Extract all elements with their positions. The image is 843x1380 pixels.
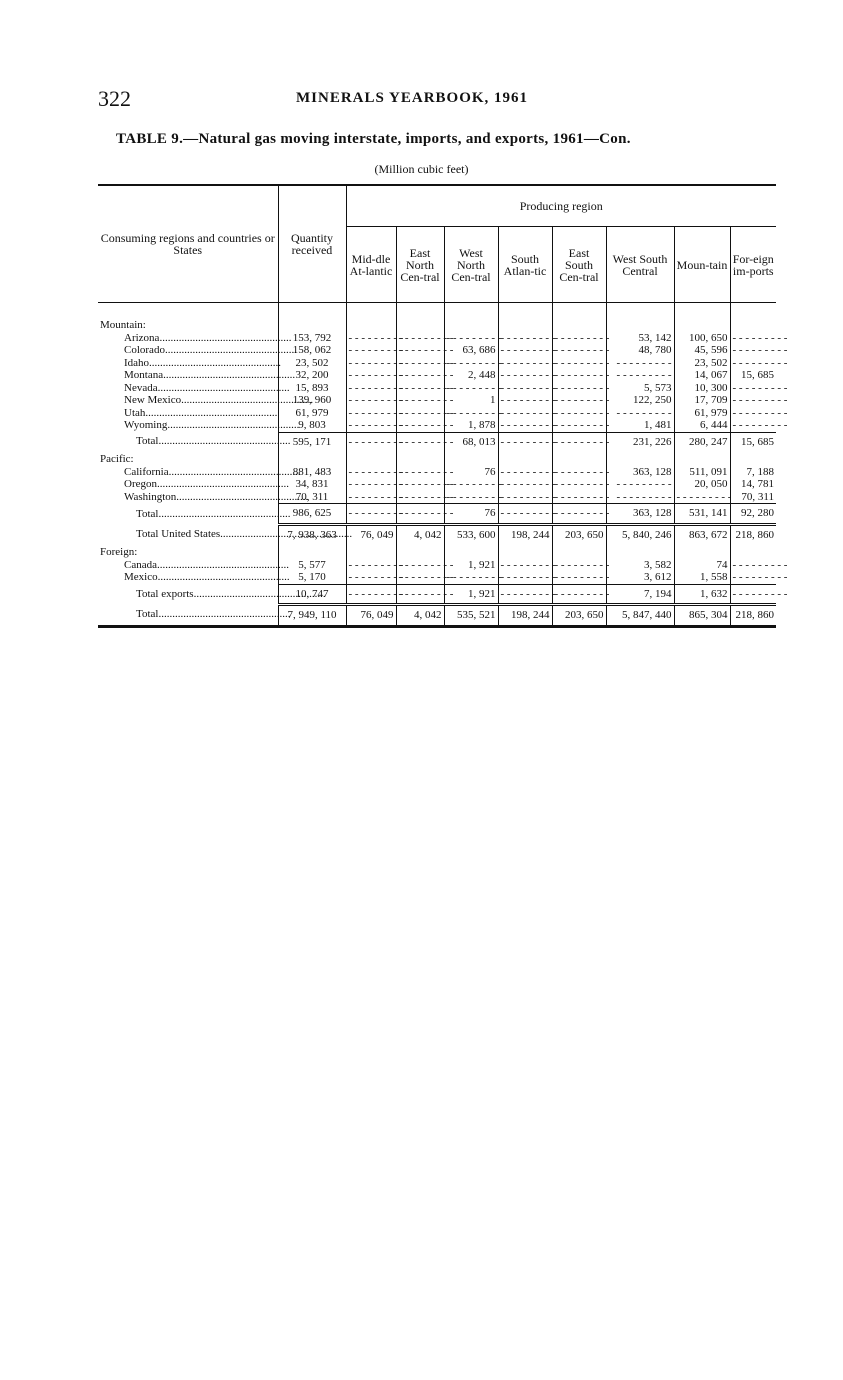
value-cell: - - - - - - - - - — [346, 357, 396, 370]
table-row — [98, 524, 776, 544]
value-cell: 3, 582 — [606, 559, 674, 572]
group-row — [98, 544, 776, 559]
value-cell: - - - - - - - - - — [346, 466, 396, 479]
group-row — [98, 451, 776, 466]
value-cell: - - - - - - - - - — [396, 407, 444, 420]
table-row — [98, 478, 776, 491]
value-cell: 100, 650 — [674, 332, 730, 345]
value-cell: 531, 141 — [674, 504, 730, 525]
value-cell: 2, 448 — [444, 369, 498, 382]
table-row — [98, 559, 776, 572]
value-cell: - - - - - - - - - — [346, 382, 396, 395]
table-row — [98, 584, 776, 605]
value-cell: - - - - - - - - - — [606, 478, 674, 491]
quantity-cell: 153, 792 — [278, 332, 346, 345]
value-cell: - - - - - - - - - — [730, 419, 776, 432]
value-cell: 14, 781 — [730, 478, 776, 491]
quantity-cell: 70, 311 — [278, 491, 346, 504]
value-cell: - - - - - - - - - — [498, 584, 552, 605]
value-cell: - - - - - - - - - — [552, 504, 606, 525]
table-row — [98, 344, 776, 357]
value-cell: 10, 300 — [674, 382, 730, 395]
value-cell: - - - - - - - - - — [396, 559, 444, 572]
value-cell: 63, 686 — [444, 344, 498, 357]
value-cell: 76 — [444, 504, 498, 525]
value-cell: - - - - - - - - - — [730, 407, 776, 420]
quantity-cell: 986, 625 — [278, 504, 346, 525]
row-label: New Mexico ..... — [98, 394, 278, 407]
value-cell: - - - - - - - - - — [444, 491, 498, 504]
value-cell: - - - - - - - - - — [396, 432, 444, 451]
value-cell: - - - - - - - - - — [346, 491, 396, 504]
value-cell: 5, 840, 246 — [606, 524, 674, 544]
header-col-7: For-eign im-ports — [730, 227, 776, 303]
value-cell: - - - - - - - - - — [552, 344, 606, 357]
value-cell: - - - - - - - - - — [346, 559, 396, 572]
row-label: Utah ..... — [98, 407, 278, 420]
quantity-cell: 5, 170 — [278, 571, 346, 584]
value-cell: 70, 311 — [730, 491, 776, 504]
value-cell: - - - - - - - - - — [396, 369, 444, 382]
quantity-cell: 881, 483 — [278, 466, 346, 479]
value-cell: 511, 091 — [674, 466, 730, 479]
value-cell: - - - - - - - - - — [396, 357, 444, 370]
row-label: Canada ..... — [98, 559, 278, 572]
header-col-3: South Atlan-tic — [498, 227, 552, 303]
table-row — [98, 407, 776, 420]
value-cell: - - - - - - - - - — [552, 407, 606, 420]
value-cell: 535, 521 — [444, 605, 498, 627]
value-cell: - - - - - - - - - — [606, 491, 674, 504]
row-label: California ..... — [98, 466, 278, 479]
row-label: Washington ..... — [98, 491, 278, 504]
quantity-cell: 34, 831 — [278, 478, 346, 491]
value-cell: - - - - - - - - - — [346, 344, 396, 357]
value-cell: - - - - - - - - - — [730, 394, 776, 407]
value-cell: - - - - - - - - - — [730, 584, 776, 605]
value-cell: - - - - - - - - - — [552, 571, 606, 584]
value-cell: - - - - - - - - - — [730, 332, 776, 345]
value-cell: 203, 650 — [552, 605, 606, 627]
value-cell: 23, 502 — [674, 357, 730, 370]
quantity-cell: 7, 938, 363 — [278, 524, 346, 544]
header-col-1: East North Cen-tral — [396, 227, 444, 303]
table-row — [98, 571, 776, 584]
table-row — [98, 394, 776, 407]
header-producing: Producing region — [346, 185, 776, 227]
quantity-cell: 5, 577 — [278, 559, 346, 572]
quantity-cell: 15, 893 — [278, 382, 346, 395]
value-cell: 863, 672 — [674, 524, 730, 544]
value-cell: - - - - - - - - - — [346, 332, 396, 345]
value-cell: - - - - - - - - - — [552, 432, 606, 451]
value-cell: - - - - - - - - - — [444, 382, 498, 395]
value-cell: - - - - - - - - - — [498, 432, 552, 451]
value-cell: - - - - - - - - - — [346, 504, 396, 525]
value-cell: - - - - - - - - - — [346, 407, 396, 420]
value-cell: - - - - - - - - - — [606, 357, 674, 370]
quantity-cell: 32, 200 — [278, 369, 346, 382]
value-cell: 231, 226 — [606, 432, 674, 451]
value-cell: 363, 128 — [606, 504, 674, 525]
value-cell: 218, 860 — [730, 605, 776, 627]
value-cell: - - - - - - - - - — [498, 478, 552, 491]
value-cell: - - - - - - - - - — [498, 571, 552, 584]
value-cell: - - - - - - - - - — [552, 357, 606, 370]
value-cell: 4, 042 — [396, 605, 444, 627]
value-cell: - - - - - - - - - — [498, 369, 552, 382]
quantity-cell: 158, 062 — [278, 344, 346, 357]
quantity-cell: 595, 171 — [278, 432, 346, 451]
group-label: Mountain: — [100, 319, 146, 331]
value-cell: 122, 250 — [606, 394, 674, 407]
row-label: Total exports ..... — [98, 584, 278, 605]
value-cell: - - - - - - - - - — [552, 559, 606, 572]
table-row — [98, 419, 776, 432]
value-cell: - - - - - - - - - — [606, 369, 674, 382]
value-cell: - - - - - - - - - — [346, 419, 396, 432]
value-cell: 1, 921 — [444, 584, 498, 605]
header-quantity: Quantity received — [278, 185, 346, 303]
value-cell: 7, 194 — [606, 584, 674, 605]
running-head: MINERALS YEARBOOK, 1961 — [296, 90, 529, 106]
value-cell: 45, 596 — [674, 344, 730, 357]
value-cell: 218, 860 — [730, 524, 776, 544]
header-col-6: Moun-tain — [674, 227, 730, 303]
value-cell: - - - - - - - - - — [396, 571, 444, 584]
value-cell: - - - - - - - - - — [552, 382, 606, 395]
value-cell: 61, 979 — [674, 407, 730, 420]
value-cell: 1 — [444, 394, 498, 407]
value-cell: - - - - - - - - - — [552, 419, 606, 432]
value-cell: 53, 142 — [606, 332, 674, 345]
header-col-4: East South Cen-tral — [552, 227, 606, 303]
row-label: Arizona ..... — [98, 332, 278, 345]
value-cell: - - - - - - - - - — [552, 332, 606, 345]
value-cell: - - - - - - - - - — [674, 491, 730, 504]
value-cell: - - - - - - - - - — [498, 394, 552, 407]
group-label: Foreign: — [100, 546, 138, 558]
value-cell: 6, 444 — [674, 419, 730, 432]
value-cell: 203, 650 — [552, 524, 606, 544]
value-cell: - - - - - - - - - — [730, 559, 776, 572]
value-cell: 1, 558 — [674, 571, 730, 584]
value-cell: - - - - - - - - - — [552, 478, 606, 491]
row-label: Idaho ..... — [98, 357, 278, 370]
quantity-cell: 7, 949, 110 — [278, 605, 346, 627]
value-cell: 3, 612 — [606, 571, 674, 584]
header-col-2: West North Cen-tral — [444, 227, 498, 303]
value-cell: - - - - - - - - - — [498, 466, 552, 479]
value-cell: - - - - - - - - - — [396, 394, 444, 407]
row-label: Total ..... — [98, 432, 278, 451]
table-row — [98, 332, 776, 345]
value-cell: 17, 709 — [674, 394, 730, 407]
value-cell: 68, 013 — [444, 432, 498, 451]
group-label: Pacific: — [100, 453, 134, 465]
row-label: Mexico ..... — [98, 571, 278, 584]
value-cell: - - - - - - - - - — [444, 571, 498, 584]
value-cell: 198, 244 — [498, 605, 552, 627]
value-cell: - - - - - - - - - — [346, 478, 396, 491]
value-cell: - - - - - - - - - — [498, 504, 552, 525]
value-cell: 74 — [674, 559, 730, 572]
value-cell: - - - - - - - - - — [396, 419, 444, 432]
value-cell: 92, 280 — [730, 504, 776, 525]
table-row — [98, 382, 776, 395]
table-row — [98, 491, 776, 504]
value-cell: - - - - - - - - - — [346, 394, 396, 407]
value-cell: 14, 067 — [674, 369, 730, 382]
table-row — [98, 357, 776, 370]
value-cell: - - - - - - - - - — [552, 584, 606, 605]
value-cell: 15, 685 — [730, 369, 776, 382]
value-cell: 15, 685 — [730, 432, 776, 451]
value-cell: 20, 050 — [674, 478, 730, 491]
value-cell: - - - - - - - - - — [498, 332, 552, 345]
value-cell: - - - - - - - - - — [444, 357, 498, 370]
table-title: TABLE 9.—Natural gas moving interstate, imports, and exports, 1961—Con. — [116, 131, 631, 147]
value-cell: - - - - - - - - - — [730, 382, 776, 395]
value-cell: 48, 780 — [606, 344, 674, 357]
value-cell: - - - - - - - - - — [552, 491, 606, 504]
value-cell: - - - - - - - - - — [552, 394, 606, 407]
value-cell: - - - - - - - - - — [498, 419, 552, 432]
table-unit: (Million cubic feet) — [374, 162, 469, 176]
value-cell: - - - - - - - - - — [552, 466, 606, 479]
value-cell: - - - - - - - - - — [396, 478, 444, 491]
table-row — [98, 504, 776, 525]
value-cell: 5, 573 — [606, 382, 674, 395]
value-cell: - - - - - - - - - — [396, 584, 444, 605]
value-cell: 865, 304 — [674, 605, 730, 627]
value-cell: 4, 042 — [396, 524, 444, 544]
quantity-cell: 9, 803 — [278, 419, 346, 432]
value-cell: - - - - - - - - - — [346, 432, 396, 451]
value-cell: - - - - - - - - - — [444, 407, 498, 420]
value-cell: 1, 878 — [444, 419, 498, 432]
table-row — [98, 605, 776, 627]
value-cell: - - - - - - - - - — [396, 382, 444, 395]
value-cell: 76, 049 — [346, 605, 396, 627]
value-cell: - - - - - - - - - — [498, 382, 552, 395]
value-cell: - - - - - - - - - — [396, 504, 444, 525]
row-label: Wyoming ..... — [98, 419, 278, 432]
table-row — [98, 432, 776, 451]
value-cell: 76 — [444, 466, 498, 479]
quantity-cell: 23, 502 — [278, 357, 346, 370]
value-cell: - - - - - - - - - — [498, 491, 552, 504]
value-cell: 76, 049 — [346, 524, 396, 544]
value-cell: - - - - - - - - - — [498, 407, 552, 420]
row-label: Colorado ..... — [98, 344, 278, 357]
quantity-cell: 61, 979 — [278, 407, 346, 420]
value-cell: 1, 481 — [606, 419, 674, 432]
value-cell: 7, 188 — [730, 466, 776, 479]
row-label: Total ..... — [98, 504, 278, 525]
header-consuming: Consuming regions and countries or States — [98, 185, 278, 303]
value-cell: 280, 247 — [674, 432, 730, 451]
value-cell: - - - - - - - - - — [346, 584, 396, 605]
value-cell: - - - - - - - - - — [346, 369, 396, 382]
value-cell: - - - - - - - - - — [606, 407, 674, 420]
value-cell: - - - - - - - - - — [498, 357, 552, 370]
value-cell: - - - - - - - - - — [444, 478, 498, 491]
value-cell: - - - - - - - - - — [730, 571, 776, 584]
table-wrapper — [98, 184, 788, 628]
value-cell: - - - - - - - - - — [498, 344, 552, 357]
value-cell: - - - - - - - - - — [552, 369, 606, 382]
value-cell: - - - - - - - - - — [396, 344, 444, 357]
value-cell: 363, 128 — [606, 466, 674, 479]
row-label: Total United States ..... — [98, 524, 278, 544]
value-cell: 533, 600 — [444, 524, 498, 544]
value-cell: - - - - - - - - - — [396, 466, 444, 479]
row-label: Oregon ..... — [98, 478, 278, 491]
row-label: Nevada ..... — [98, 382, 278, 395]
header-col-5: West South Central — [606, 227, 674, 303]
page-number: 322 — [98, 86, 131, 111]
value-cell: 1, 632 — [674, 584, 730, 605]
quantity-cell: 10, 747 — [278, 584, 346, 605]
row-label: Total ..... — [98, 605, 278, 627]
group-row — [98, 317, 776, 332]
value-cell: - - - - - - - - - — [444, 332, 498, 345]
value-cell: - - - - - - - - - — [498, 559, 552, 572]
value-cell: - - - - - - - - - — [730, 344, 776, 357]
table-row — [98, 466, 776, 479]
value-cell: - - - - - - - - - — [730, 357, 776, 370]
quantity-cell: 139, 960 — [278, 394, 346, 407]
value-cell: - - - - - - - - - — [396, 491, 444, 504]
header-col-0: Mid-dle At-lantic — [346, 227, 396, 303]
value-cell: 198, 244 — [498, 524, 552, 544]
gas-table — [98, 184, 788, 628]
value-cell: - - - - - - - - - — [346, 571, 396, 584]
row-label: Montana ..... — [98, 369, 278, 382]
value-cell: 5, 847, 440 — [606, 605, 674, 627]
value-cell: - - - - - - - - - — [396, 332, 444, 345]
value-cell: 1, 921 — [444, 559, 498, 572]
table-row — [98, 369, 776, 382]
